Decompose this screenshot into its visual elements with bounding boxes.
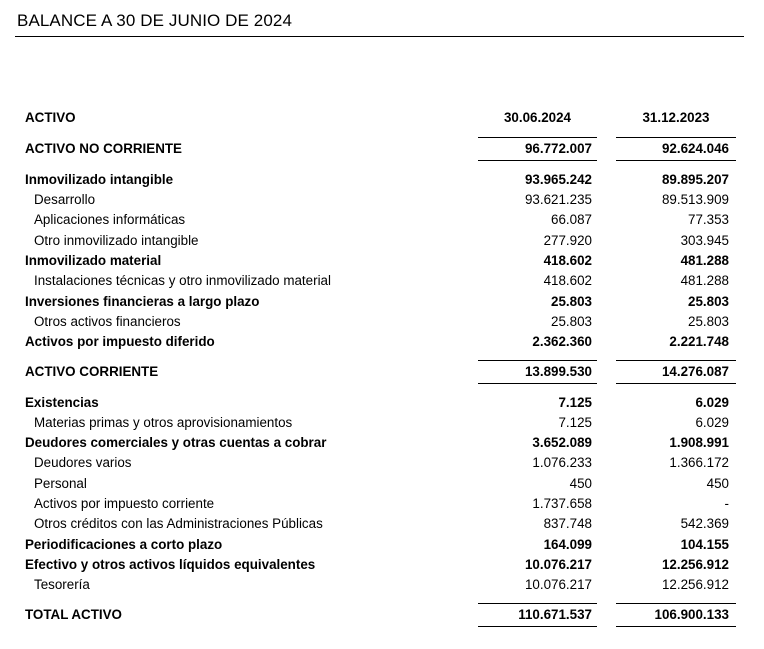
value-2023: 481.288 <box>680 273 729 288</box>
value-2024: 7.125 <box>558 415 592 430</box>
section-row-activo-corriente <box>0 362 764 382</box>
value-2023: 542.369 <box>680 516 729 531</box>
value-2024: 25.803 <box>551 314 592 329</box>
row-label: Inmovilizado intangible <box>25 172 174 187</box>
value-2023: 481.288 <box>680 253 729 268</box>
table-row <box>0 433 764 453</box>
title-divider <box>15 36 744 37</box>
table-row <box>0 393 764 413</box>
value-2023: 1.908.991 <box>669 435 729 450</box>
row-label: Otro inmovilizado intangible <box>34 233 199 248</box>
value-2024: 277.920 <box>543 233 592 248</box>
value-2023: 14.276.087 <box>661 364 729 379</box>
row-label: Personal <box>34 476 87 491</box>
value-2024: 13.899.530 <box>524 364 592 379</box>
row-label: Otros créditos con las Administraciones Públicas <box>34 516 323 531</box>
row-label: Materias primas y otros aprovisionamientos <box>34 415 293 430</box>
value-2023: 6.029 <box>695 395 729 410</box>
page-title: BALANCE A 30 DE JUNIO DE 2024 <box>17 11 293 30</box>
row-label: ACTIVO CORRIENTE <box>25 364 159 379</box>
table-row <box>0 190 764 210</box>
table-row <box>0 231 764 251</box>
table-row <box>0 332 764 352</box>
table-header <box>0 108 764 128</box>
table-row <box>0 494 764 514</box>
table-row <box>0 312 764 332</box>
table-row <box>0 271 764 291</box>
value-2024: 10.076.217 <box>524 577 592 592</box>
row-label: Activos por impuesto diferido <box>25 334 215 349</box>
row-label: Instalaciones técnicas y otro inmovilizado material <box>34 273 331 288</box>
value-2024: 1.076.233 <box>532 455 592 470</box>
row-label: TOTAL ACTIVO <box>25 607 122 622</box>
value-2024: 450 <box>569 476 592 491</box>
row-label: Activos por impuesto corriente <box>34 496 215 511</box>
table-row <box>0 575 764 595</box>
total-rule <box>616 360 736 361</box>
row-label: Inversiones financieras a largo plazo <box>25 294 260 309</box>
row-label: Aplicaciones informáticas <box>34 212 186 227</box>
total-rule <box>616 603 736 604</box>
total-rule <box>616 160 736 161</box>
value-2023: 303.945 <box>680 233 729 248</box>
total-rule <box>478 360 597 361</box>
value-2023: 106.900.133 <box>654 607 729 622</box>
value-2023: 12.256.912 <box>661 557 729 572</box>
value-2023: 6.029 <box>695 415 729 430</box>
row-label: ACTIVO NO CORRIENTE <box>25 141 182 156</box>
value-2023: - <box>724 496 729 511</box>
value-2024: 418.602 <box>543 253 592 268</box>
table-row <box>0 292 764 312</box>
header-col-2023: 31.12.2023 <box>642 110 710 125</box>
row-label: Existencias <box>25 395 99 410</box>
value-2023: 450 <box>706 476 729 491</box>
header-label: ACTIVO <box>25 110 76 125</box>
total-rule <box>478 160 597 161</box>
row-label: Tesorería <box>34 577 90 592</box>
table-row <box>0 535 764 555</box>
table-row <box>0 210 764 230</box>
total-row-activo <box>0 605 764 625</box>
value-2024: 2.362.360 <box>532 334 592 349</box>
table-row <box>0 413 764 433</box>
table-row <box>0 170 764 190</box>
total-rule <box>478 603 597 604</box>
value-2023: 25.803 <box>688 294 729 309</box>
row-label: Otros activos financieros <box>34 314 181 329</box>
value-2023: 92.624.046 <box>661 141 729 156</box>
total-rule <box>478 626 597 627</box>
value-2024: 418.602 <box>543 273 592 288</box>
table-row <box>0 555 764 575</box>
table-row <box>0 474 764 494</box>
row-label: Deudores comerciales y otras cuentas a cobrar <box>25 435 327 450</box>
total-rule <box>478 137 597 138</box>
total-rule <box>478 383 597 384</box>
value-2024: 66.087 <box>551 212 592 227</box>
value-2024: 93.621.235 <box>524 192 592 207</box>
value-2024: 25.803 <box>551 294 592 309</box>
value-2024: 10.076.217 <box>524 557 592 572</box>
row-label: Periodificaciones a corto plazo <box>25 537 223 552</box>
row-label: Inmovilizado material <box>25 253 162 268</box>
value-2023: 12.256.912 <box>661 577 729 592</box>
value-2023: 2.221.748 <box>669 334 729 349</box>
total-rule <box>616 626 736 627</box>
value-2024: 110.671.537 <box>518 607 592 622</box>
value-2024: 7.125 <box>558 395 592 410</box>
value-2024: 164.099 <box>543 537 592 552</box>
value-2024: 1.737.658 <box>532 496 592 511</box>
row-label: Deudores varios <box>34 455 132 470</box>
value-2024: 3.652.089 <box>532 435 592 450</box>
table-row <box>0 251 764 271</box>
total-rule <box>616 383 736 384</box>
value-2024: 837.748 <box>543 516 592 531</box>
table-row <box>0 453 764 473</box>
value-2023: 1.366.172 <box>669 455 729 470</box>
section-row-activo-no-corriente <box>0 139 764 159</box>
table-row <box>0 514 764 534</box>
row-label: Desarrollo <box>34 192 96 207</box>
value-2023: 25.803 <box>688 314 729 329</box>
value-2023: 104.155 <box>680 537 729 552</box>
value-2023: 77.353 <box>688 212 729 227</box>
row-label: Efectivo y otros activos líquidos equivalentes <box>25 557 316 572</box>
value-2024: 96.772.007 <box>524 141 592 156</box>
value-2023: 89.895.207 <box>661 172 729 187</box>
header-col-2024: 30.06.2024 <box>503 110 572 125</box>
value-2023: 89.513.909 <box>661 192 729 207</box>
total-rule <box>616 137 736 138</box>
value-2024: 93.965.242 <box>524 172 592 187</box>
